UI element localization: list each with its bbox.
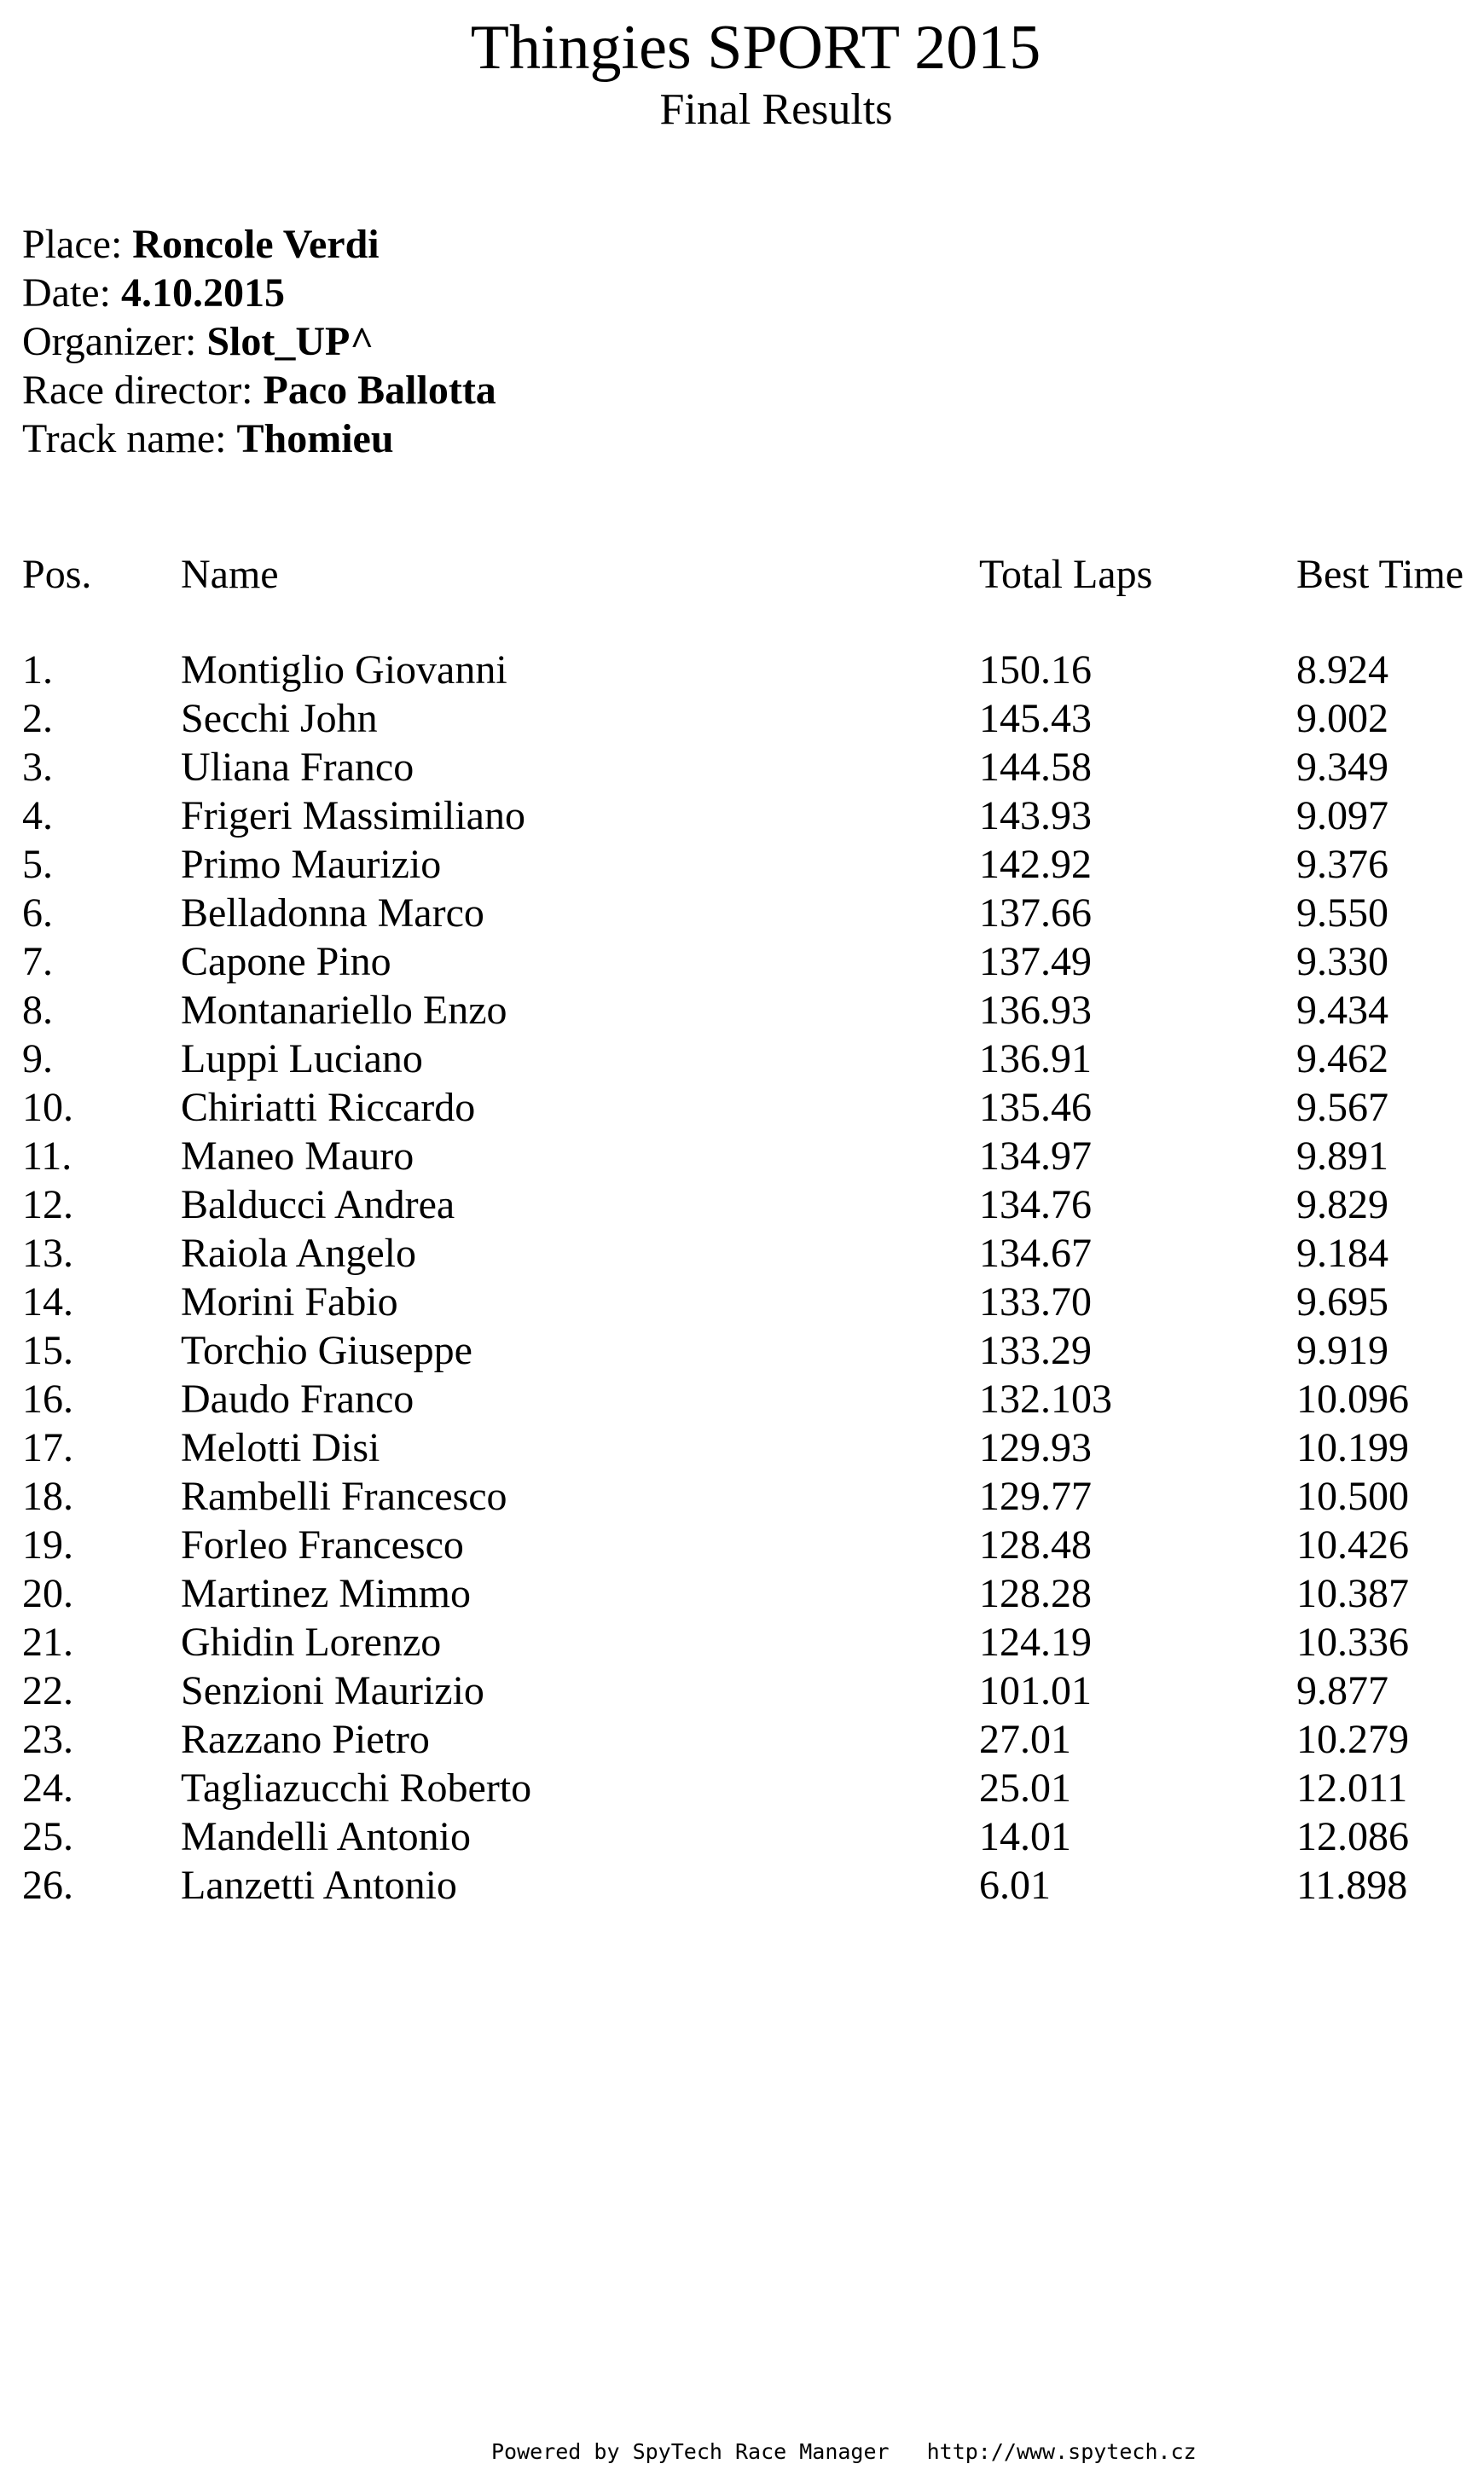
total-laps: 144.58 xyxy=(979,745,1092,790)
total-laps: 124.19 xyxy=(979,1620,1092,1665)
best-time: 9.550 xyxy=(1296,890,1388,936)
result-position: 5. xyxy=(22,842,53,887)
info-place xyxy=(22,220,496,269)
driver-name: Capone Pino xyxy=(181,939,391,984)
result-position: 1. xyxy=(22,647,53,693)
best-time: 9.097 xyxy=(1296,793,1388,838)
page-title: Thingies SPORT 2015 xyxy=(470,13,1041,83)
total-laps: 129.93 xyxy=(979,1425,1092,1470)
total-laps: 134.97 xyxy=(979,1133,1092,1179)
table-row xyxy=(0,1472,1484,1521)
driver-name: Chiriatti Riccardo xyxy=(181,1085,476,1130)
table-row xyxy=(0,1667,1484,1715)
info-organizer xyxy=(22,317,496,366)
info-value: Paco Ballotta xyxy=(263,368,496,413)
table-row xyxy=(0,889,1484,937)
total-laps: 134.67 xyxy=(979,1231,1092,1276)
best-time: 9.376 xyxy=(1296,842,1388,887)
result-position: 8. xyxy=(22,988,53,1033)
driver-name: Lanzetti Antonio xyxy=(181,1863,457,1908)
total-laps: 133.70 xyxy=(979,1279,1092,1325)
race-info xyxy=(22,220,496,463)
best-time: 10.426 xyxy=(1296,1522,1409,1568)
result-position: 9. xyxy=(22,1036,53,1081)
driver-name: Belladonna Marco xyxy=(181,890,484,936)
footer-url: http://www.spytech.cz xyxy=(926,2439,1197,2464)
info-value: Thomieu xyxy=(236,416,394,461)
best-time: 10.279 xyxy=(1296,1717,1409,1762)
best-time: 9.919 xyxy=(1296,1328,1388,1373)
total-laps: 101.01 xyxy=(979,1668,1092,1713)
driver-name: Ghidin Lorenzo xyxy=(181,1620,442,1665)
column-header-best: Best Time xyxy=(1296,552,1464,597)
info-label: Place: xyxy=(22,222,123,267)
result-position: 20. xyxy=(22,1571,73,1616)
table-row xyxy=(0,1618,1484,1667)
total-laps: 27.01 xyxy=(979,1717,1071,1762)
driver-name: Luppi Luciano xyxy=(181,1036,423,1081)
driver-name: Montiglio Giovanni xyxy=(181,647,507,693)
total-laps: 136.93 xyxy=(979,988,1092,1033)
info-value: 4.10.2015 xyxy=(120,270,285,316)
table-row xyxy=(0,1521,1484,1569)
column-header-laps: Total Laps xyxy=(979,552,1153,597)
info-label: Organizer: xyxy=(22,319,197,364)
best-time: 9.695 xyxy=(1296,1279,1388,1325)
table-row xyxy=(0,1278,1484,1326)
result-position: 22. xyxy=(22,1668,73,1713)
total-laps: 128.28 xyxy=(979,1571,1092,1616)
total-laps: 150.16 xyxy=(979,647,1092,693)
best-time: 9.462 xyxy=(1296,1036,1388,1081)
table-row xyxy=(0,1423,1484,1472)
results-header xyxy=(0,550,1484,599)
result-position: 14. xyxy=(22,1279,73,1325)
result-position: 15. xyxy=(22,1328,73,1373)
driver-name: Daudo Franco xyxy=(181,1377,414,1422)
page-subtitle: Final Results xyxy=(659,85,893,134)
info-date xyxy=(22,269,496,317)
total-laps: 25.01 xyxy=(979,1765,1071,1811)
info-label: Track name: xyxy=(22,416,227,461)
table-row xyxy=(0,743,1484,791)
result-position: 4. xyxy=(22,793,53,838)
total-laps: 134.76 xyxy=(979,1182,1092,1227)
result-position: 24. xyxy=(22,1765,73,1811)
table-row xyxy=(0,1861,1484,1910)
best-time: 9.891 xyxy=(1296,1133,1388,1179)
total-laps: 137.49 xyxy=(979,939,1092,984)
result-position: 12. xyxy=(22,1182,73,1227)
table-row xyxy=(0,986,1484,1035)
total-laps: 142.92 xyxy=(979,842,1092,887)
total-laps: 128.48 xyxy=(979,1522,1092,1568)
table-row xyxy=(0,937,1484,986)
best-time: 8.924 xyxy=(1296,647,1388,693)
table-row xyxy=(0,1229,1484,1278)
result-position: 11. xyxy=(22,1133,72,1179)
table-row xyxy=(0,1812,1484,1861)
best-time: 9.567 xyxy=(1296,1085,1388,1130)
result-position: 18. xyxy=(22,1474,73,1519)
total-laps: 136.91 xyxy=(979,1036,1092,1081)
driver-name: Forleo Francesco xyxy=(181,1522,464,1568)
total-laps: 6.01 xyxy=(979,1863,1051,1908)
table-row xyxy=(0,1132,1484,1180)
powered-by-text: Powered by SpyTech Race Manager xyxy=(491,2439,890,2464)
driver-name: Morini Fabio xyxy=(181,1279,398,1325)
best-time: 10.500 xyxy=(1296,1474,1409,1519)
results-table xyxy=(0,550,1484,1908)
total-laps: 137.66 xyxy=(979,890,1092,936)
driver-name: Melotti Disi xyxy=(181,1425,380,1470)
total-laps: 14.01 xyxy=(979,1814,1071,1859)
result-position: 3. xyxy=(22,745,53,790)
column-header-name: Name xyxy=(181,552,279,597)
table-row xyxy=(0,1764,1484,1812)
result-position: 23. xyxy=(22,1717,73,1762)
best-time: 10.096 xyxy=(1296,1377,1409,1422)
best-time: 12.011 xyxy=(1296,1765,1408,1811)
best-time: 9.349 xyxy=(1296,745,1388,790)
best-time: 10.336 xyxy=(1296,1620,1409,1665)
table-row xyxy=(0,1083,1484,1132)
best-time: 12.086 xyxy=(1296,1814,1409,1859)
best-time: 9.434 xyxy=(1296,988,1388,1033)
driver-name: Tagliazucchi Roberto xyxy=(181,1765,532,1811)
table-row xyxy=(0,1715,1484,1764)
footer xyxy=(491,2438,1197,2467)
result-position: 6. xyxy=(22,890,53,936)
table-row xyxy=(0,1326,1484,1375)
best-time: 10.199 xyxy=(1296,1425,1409,1470)
best-time: 9.330 xyxy=(1296,939,1388,984)
info-label: Date: xyxy=(22,270,111,316)
driver-name: Razzano Pietro xyxy=(181,1717,430,1762)
table-row xyxy=(0,694,1484,743)
total-laps: 132.103 xyxy=(979,1377,1112,1422)
driver-name: Montanariello Enzo xyxy=(181,988,507,1033)
total-laps: 145.43 xyxy=(979,696,1092,741)
driver-name: Secchi John xyxy=(181,696,378,741)
info-label: Race director: xyxy=(22,368,253,413)
driver-name: Primo Maurizio xyxy=(181,842,442,887)
result-position: 2. xyxy=(22,696,53,741)
result-position: 19. xyxy=(22,1522,73,1568)
result-position: 25. xyxy=(22,1814,73,1859)
driver-name: Balducci Andrea xyxy=(181,1182,455,1227)
driver-name: Rambelli Francesco xyxy=(181,1474,507,1519)
table-row xyxy=(0,1375,1484,1423)
total-laps: 129.77 xyxy=(979,1474,1092,1519)
total-laps: 143.93 xyxy=(979,793,1092,838)
total-laps: 133.29 xyxy=(979,1328,1092,1373)
table-row xyxy=(0,840,1484,889)
table-row xyxy=(0,791,1484,840)
result-position: 16. xyxy=(22,1377,73,1422)
best-time: 9.877 xyxy=(1296,1668,1388,1713)
best-time: 9.829 xyxy=(1296,1182,1388,1227)
info-value: Roncole Verdi xyxy=(132,222,380,267)
table-row xyxy=(0,1035,1484,1083)
info-value: Slot_UP^ xyxy=(206,319,374,364)
best-time: 11.898 xyxy=(1296,1863,1408,1908)
result-position: 10. xyxy=(22,1085,73,1130)
result-position: 26. xyxy=(22,1863,73,1908)
driver-name: Torchio Giuseppe xyxy=(181,1328,472,1373)
best-time: 9.184 xyxy=(1296,1231,1388,1276)
table-row xyxy=(0,646,1484,694)
results-body xyxy=(0,646,1484,1910)
info-track-name xyxy=(22,414,496,463)
driver-name: Mandelli Antonio xyxy=(181,1814,471,1859)
driver-name: Frigeri Massimiliano xyxy=(181,793,525,838)
total-laps: 135.46 xyxy=(979,1085,1092,1130)
result-position: 21. xyxy=(22,1620,73,1665)
table-row xyxy=(0,1180,1484,1229)
best-time: 10.387 xyxy=(1296,1571,1409,1616)
driver-name: Martinez Mimmo xyxy=(181,1571,471,1616)
driver-name: Senzioni Maurizio xyxy=(181,1668,484,1713)
column-header-pos: Pos. xyxy=(22,552,92,597)
driver-name: Maneo Mauro xyxy=(181,1133,414,1179)
best-time: 9.002 xyxy=(1296,696,1388,741)
result-position: 13. xyxy=(22,1231,73,1276)
table-row xyxy=(0,1569,1484,1618)
result-position: 17. xyxy=(22,1425,73,1470)
result-position: 7. xyxy=(22,939,53,984)
driver-name: Uliana Franco xyxy=(181,745,414,790)
info-race-director xyxy=(22,366,496,414)
driver-name: Raiola Angelo xyxy=(181,1231,416,1276)
